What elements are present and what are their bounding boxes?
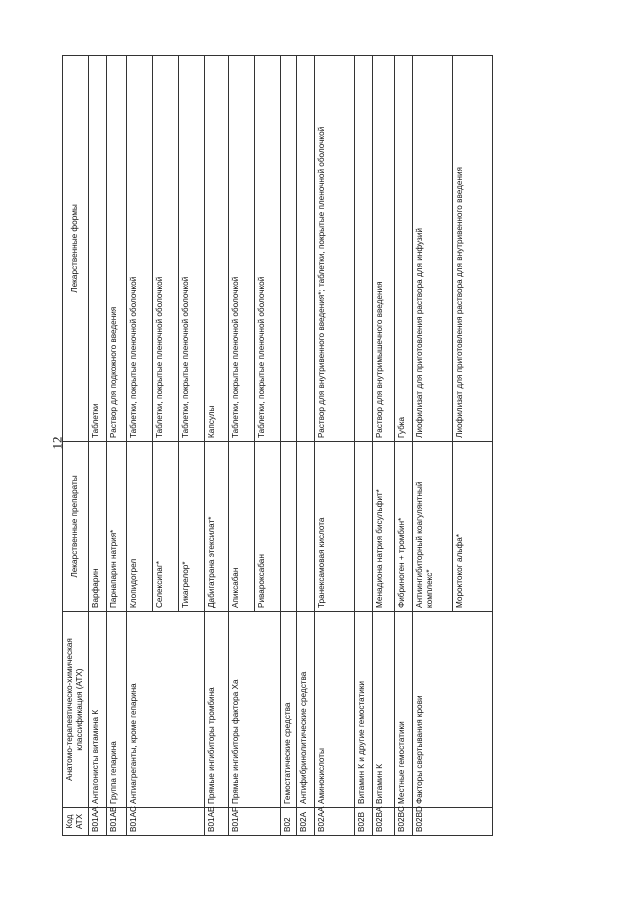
- cell-form: [296, 56, 314, 442]
- table-row: [394, 56, 412, 836]
- table-row: [354, 56, 372, 836]
- cell-code: B01AF: [228, 808, 280, 836]
- cell-drug: [354, 442, 372, 612]
- cell-classification: Антиагреганты, кроме гепарина: [126, 612, 204, 808]
- cell-form: Лиофилизат для приготовления раствора для инфузий: [412, 56, 452, 442]
- table-row: [412, 56, 452, 836]
- header-classification: Анатомо-терапевтическо-химическая классификация (АТХ): [63, 612, 89, 808]
- table-row: [88, 56, 106, 836]
- cell-form: Таблетки, покрытые пленочной оболочкой: [152, 56, 178, 442]
- header-forms: Лекарственные формы: [63, 56, 89, 442]
- table-row: [314, 56, 354, 836]
- cell-drug: Транексамовая кислота: [314, 442, 354, 612]
- cell-form: Таблетки, покрытые пленочной оболочкой: [254, 56, 280, 442]
- cell-drug: Тикагрелор*: [178, 442, 204, 612]
- cell-classification: Витамин К и другие гемостатики: [354, 612, 372, 808]
- page-number: 12: [49, 436, 65, 450]
- cell-code: B02BD: [412, 808, 492, 836]
- rotated-table-wrapper: [62, 56, 558, 836]
- cell-form: Раствор для внутривенного введения*; таблетки, покрытые пленочной оболочкой: [314, 56, 354, 442]
- cell-code: B02BC: [394, 808, 412, 836]
- cell-form: [354, 56, 372, 442]
- cell-form: [280, 56, 296, 442]
- cell-form: Таблетки, покрытые пленочной оболочкой: [228, 56, 254, 442]
- table-row: [204, 56, 228, 836]
- cell-drug: [280, 442, 296, 612]
- atc-drug-table: [62, 55, 493, 836]
- cell-classification: Группа гепарина: [106, 612, 126, 808]
- cell-code: B02: [280, 808, 296, 836]
- cell-drug: Антиингибиторный коагулянтный комплекс*: [412, 442, 452, 612]
- cell-form: Таблетки, покрытые пленочной оболочкой: [178, 56, 204, 442]
- cell-drug: Клопидогрел: [126, 442, 152, 612]
- cell-classification: Прямые ингибиторы тромбина: [204, 612, 228, 808]
- cell-drug: Селексипаг*: [152, 442, 178, 612]
- cell-classification: Местные гемостатики: [394, 612, 412, 808]
- cell-code: B02A: [296, 808, 314, 836]
- cell-form: Капсулы: [204, 56, 228, 442]
- cell-code: B01AE: [204, 808, 228, 836]
- table-row: [296, 56, 314, 836]
- cell-form: Лиофилизат для приготовления раствора для внутривенного введения: [452, 56, 492, 442]
- table-row: [126, 56, 152, 836]
- cell-classification: Гемостатические средства: [280, 612, 296, 808]
- cell-drug: Менадиона натрия бисульфит*: [372, 442, 394, 612]
- table-header-row: [63, 56, 89, 836]
- header-drugs: Лекарственные препараты: [63, 442, 89, 612]
- cell-classification: Антифибринолитические средства: [296, 612, 314, 808]
- cell-classification: Факторы свертывания крови: [412, 612, 492, 808]
- cell-drug: [296, 442, 314, 612]
- table-row: [280, 56, 296, 836]
- cell-code: B01AA: [88, 808, 106, 836]
- cell-drug: Парнапарин натрия*: [106, 442, 126, 612]
- cell-classification: Прямые ингибиторы фактора Ха: [228, 612, 280, 808]
- cell-drug: Фибриноген + тромбин*: [394, 442, 412, 612]
- cell-classification: Витамин К: [372, 612, 394, 808]
- cell-form: Раствор для внутримышечного введения: [372, 56, 394, 442]
- cell-code: B01AB: [106, 808, 126, 836]
- cell-classification: Антагонисты витамина К: [88, 612, 106, 808]
- cell-drug: Мороктоког альфа*: [452, 442, 492, 612]
- cell-classification: Аминокислоты: [314, 612, 354, 808]
- table-row: [228, 56, 254, 836]
- cell-drug: Апиксабан: [228, 442, 254, 612]
- cell-form: Таблетки: [88, 56, 106, 442]
- cell-form: Раствор для подкожного введения: [106, 56, 126, 442]
- cell-form: Таблетки, покрытые пленочной оболочкой: [126, 56, 152, 442]
- cell-drug: Ривароксабан: [254, 442, 280, 612]
- cell-code: B02B: [354, 808, 372, 836]
- table-row: [372, 56, 394, 836]
- cell-drug: Варфарин: [88, 442, 106, 612]
- cell-code: B02BA: [372, 808, 394, 836]
- header-code: Код АТХ: [63, 808, 89, 836]
- cell-code: B01AC: [126, 808, 204, 836]
- table-body: [88, 56, 492, 836]
- cell-drug: Дабигатрана этексилат*: [204, 442, 228, 612]
- cell-code: B02AA: [314, 808, 354, 836]
- table-row: [106, 56, 126, 836]
- cell-form: Губка: [394, 56, 412, 442]
